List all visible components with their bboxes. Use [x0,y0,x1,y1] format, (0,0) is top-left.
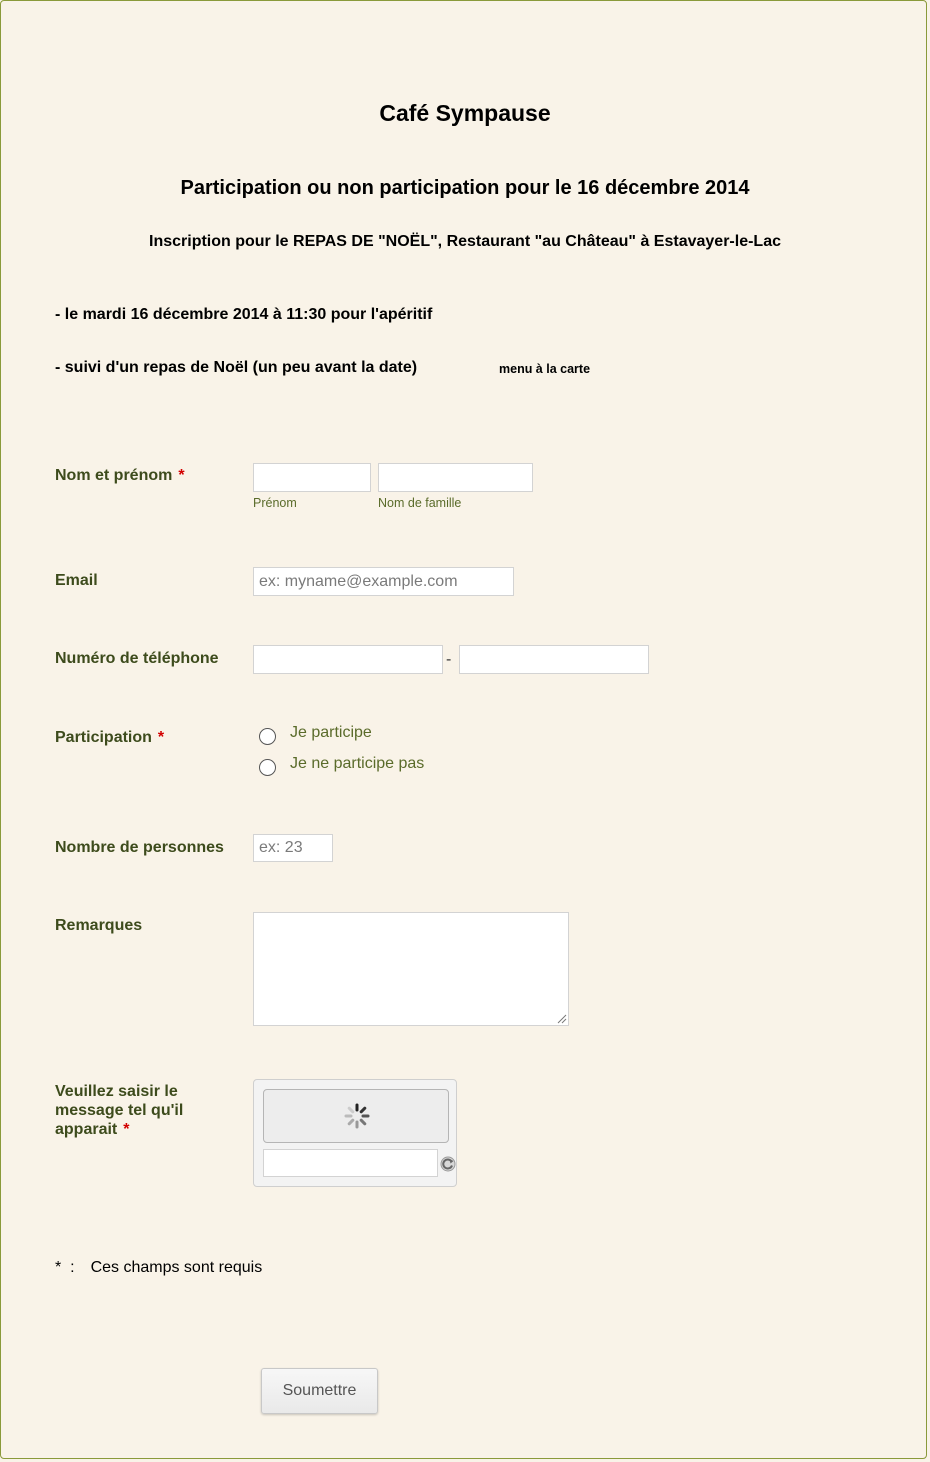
first-name-input[interactable] [253,463,371,492]
form-title: Café Sympause [379,100,551,126]
participation-label [55,728,164,747]
remarks-textarea[interactable] [253,912,569,1026]
required-note-text: Ces champs sont requis [90,1259,263,1276]
required-mark: * [157,729,165,746]
first-name-sublabel: Prénom [253,496,297,510]
name-label-text: Nom et prénom [55,467,173,484]
radio-participe[interactable] [259,728,276,745]
radio-ne-participe-pas-label[interactable]: Je ne participe pas [290,755,425,772]
last-name-sublabel: Nom de famille [378,496,462,510]
captcha-label [55,1082,183,1139]
captcha-label-line1: Veuillez saisir le [55,1083,178,1100]
captcha-label-line3-wrap [55,1120,183,1139]
required-note [55,1259,262,1277]
captcha-input[interactable] [263,1149,438,1177]
captcha-label-line3: apparait [55,1121,118,1138]
required-mark: * [123,1121,130,1138]
participation-label-text: Participation [55,729,152,746]
persons-input[interactable] [253,834,333,862]
captcha-image [263,1089,449,1143]
captcha-label-line2: message tel qu'il [55,1102,184,1119]
required-note-mark: * : [55,1259,75,1276]
required-mark: * [178,467,185,484]
email-input[interactable] [253,567,514,596]
last-name-input[interactable] [378,463,533,492]
form-subtitle: Participation ou non participation pour le 16 décembre 2014 [180,177,750,199]
radio-ne-participe-pas[interactable] [259,759,276,776]
email-label: Email [55,572,98,589]
resize-grip-icon[interactable] [557,1014,567,1024]
menu-note: menu à la carte [499,362,591,376]
captcha-box [253,1079,457,1187]
detail-line-meal: - suivi d'un repas de Noël (un peu avant la date) [55,359,418,376]
phone-area-input[interactable] [253,645,443,674]
remarks-wrapper [253,912,569,1026]
refresh-icon[interactable] [439,1155,457,1173]
name-label [55,466,185,485]
submit-button[interactable]: Soumettre [261,1368,378,1414]
form-intro: Inscription pour le REPAS DE "NOËL", Restaurant "au Château" à Estavayer-le-Lac [149,233,781,250]
phone-separator: - [446,651,452,668]
loading-spinner-icon [342,1101,372,1131]
detail-line-aperitif: - le mardi 16 décembre 2014 à 11:30 pour l'apéritif [55,306,433,323]
radio-participe-label[interactable]: Je participe [290,724,372,741]
phone-label: Numéro de téléphone [55,650,219,667]
persons-label: Nombre de personnes [55,839,224,856]
remarks-label: Remarques [55,917,143,934]
phone-number-input[interactable] [459,645,649,674]
